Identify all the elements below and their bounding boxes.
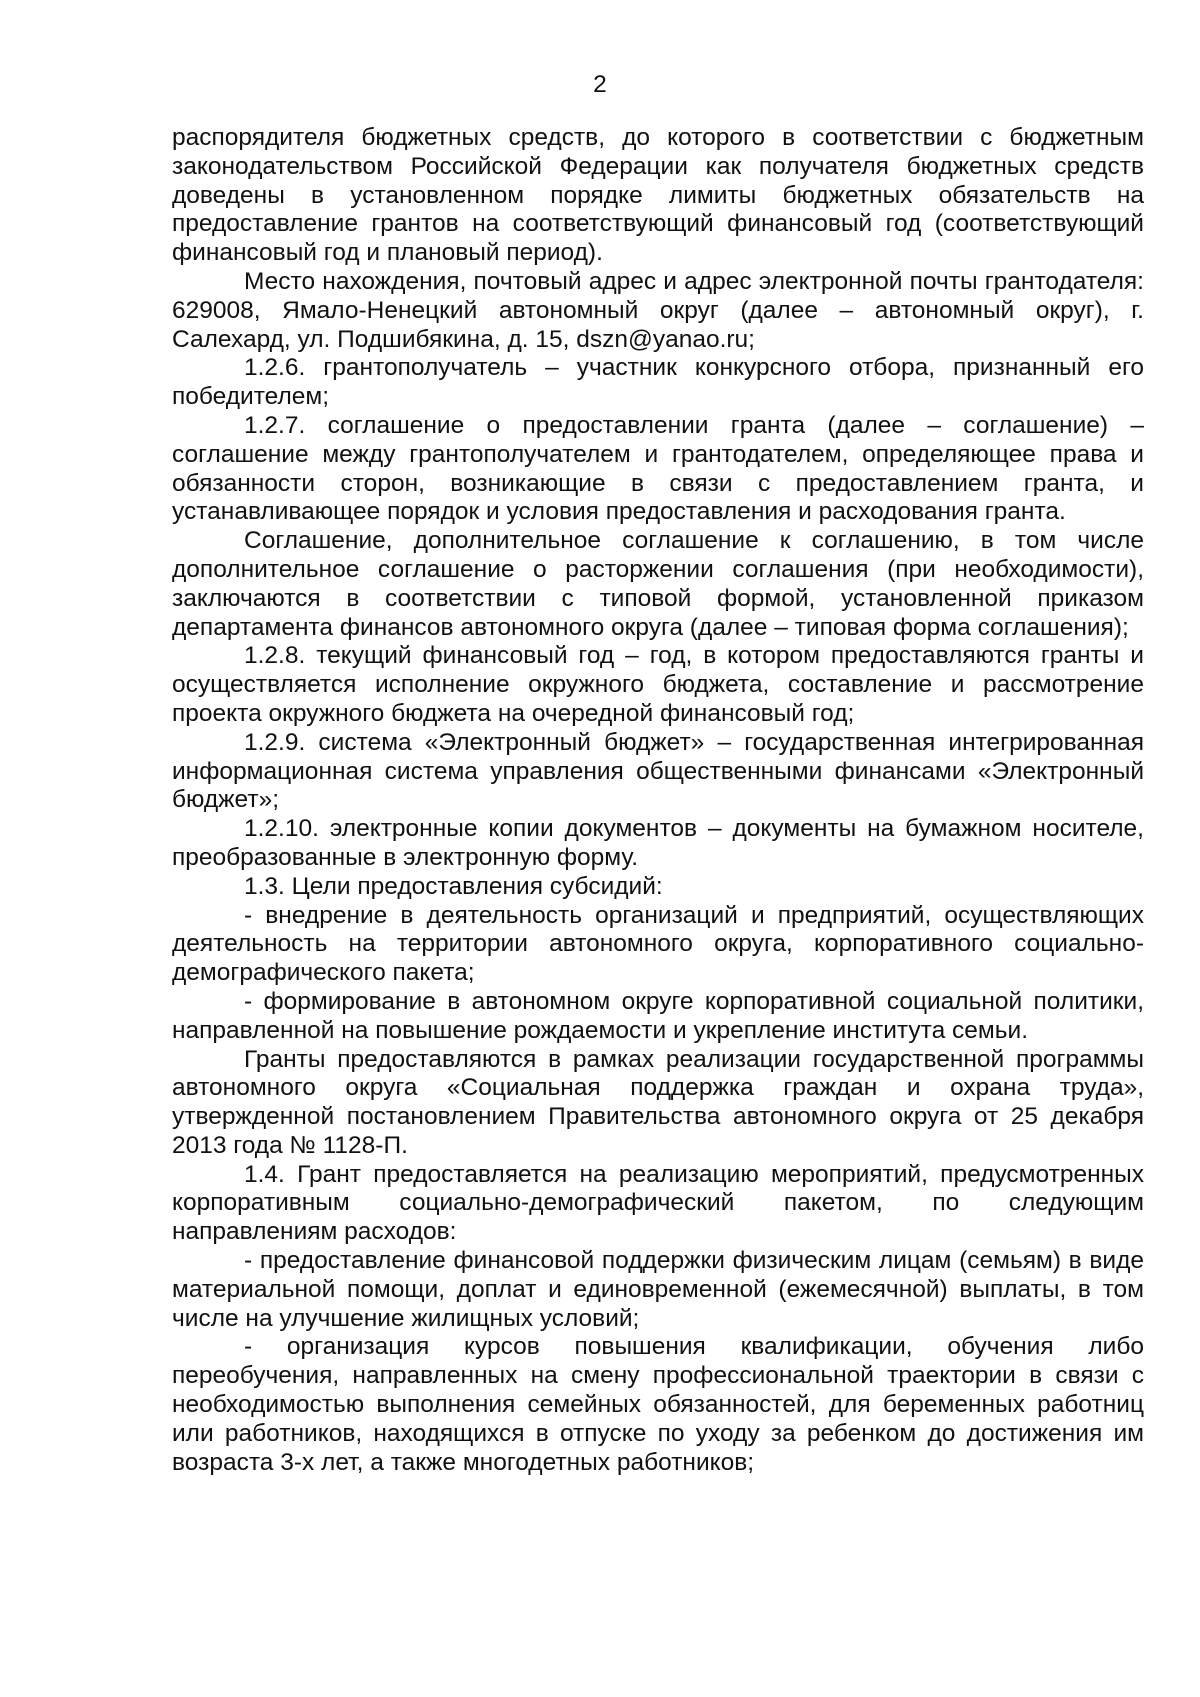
paragraph: 1.2.9. система «Электронный бюджет» – государственная интегрированная информационная система управления общественными финансами «Электронный бюджет»; xyxy=(172,728,1144,814)
paragraph: - формирование в автономном округе корпоративной социальной политики, направленной на повышение рождаемости и укрепление института семьи. xyxy=(172,987,1144,1044)
paragraph: распорядителя бюджетных средств, до которого в соответствии с бюджетным законодательством Российской Федерации как получателя бюджетных средств доведены в установленном порядке лимиты бюджетных обязательств на предоставление грантов на соответствующий финансовый год (соответствующий финансовый год и плановый период). xyxy=(172,124,1144,267)
paragraph: - организация курсов повышения квалификации, обучения либо переобучения, направленных на смену профессиональной траектории в связи с необходимостью выполнения семейных обязанностей, для беременных работниц или работников, находящихся в отпуске по уходу за ребенком до достижения им возраста 3-х лет, а также многодетных работников; xyxy=(172,1333,1144,1476)
paragraph: Гранты предоставляются в рамках реализации государственной программы автономного округа «Социальная поддержка граждан и охрана труда», утвержденной постановлением Правительства автономного округа от 25 декабря 2013 года № 1128-П. xyxy=(172,1045,1144,1159)
paragraph: - внедрение в деятельность организаций и предприятий, осуществляющих деятельность на территории автономного округа, корпоративного социально-демографического пакета; xyxy=(172,901,1144,987)
paragraph: 1.2.6. грантополучатель – участник конкурсного отбора, признанный его победителем; xyxy=(172,354,1144,411)
paragraph: 1.4. Грант предоставляется на реализацию мероприятий, предусмотренных корпоративным социально-демографический пакетом, по следующим направлениям расходов: xyxy=(172,1160,1144,1246)
document-body xyxy=(172,124,1144,1477)
paragraph: Место нахождения, почтовый адрес и адрес электронной почты грантодателя: 629008, Ямало-Ненецкий автономный округ (далее – автономный округ), г. Салехард, ул. Подшибякина, д. 15, dszn@yanao.ru; xyxy=(172,267,1144,353)
paragraph: 1.2.7. соглашение о предоставлении гранта (далее – соглашение) – соглашение между грантополучателем и грантодателем, определяющее права и обязанности сторон, возникающие в связи с предоставлением гранта, и устанавливающее порядок и условия предоставления и расходования гранта. xyxy=(172,411,1144,526)
paragraph: Соглашение, дополнительное соглашение к соглашению, в том числе дополнительное соглашение о расторжении соглашения (при необходимости), заключаются в соответствии с типовой формой, установленной приказом департамента финансов автономного округа (далее – типовая форма соглашения); xyxy=(172,527,1144,641)
paragraph: 1.3. Цели предоставления субсидий: xyxy=(244,872,663,900)
paragraph: 1.2.8. текущий финансовый год – год, в котором предоставляются гранты и осуществляется исполнение окружного бюджета, составление и рассмотрение проекта окружного бюджета на очередной финансовый год; xyxy=(172,642,1144,727)
paragraph: - предоставление финансовой поддержки физическим лицам (семьям) в виде материальной помощи, доплат и единовременной (ежемесячной) выплаты, в том числе на улучшение жилищных условий; xyxy=(172,1247,1144,1332)
page-number: 2 xyxy=(593,71,607,98)
paragraph: 1.2.10. электронные копии документов – документы на бумажном носителе, преобразованные в электронную форму. xyxy=(172,815,1144,871)
